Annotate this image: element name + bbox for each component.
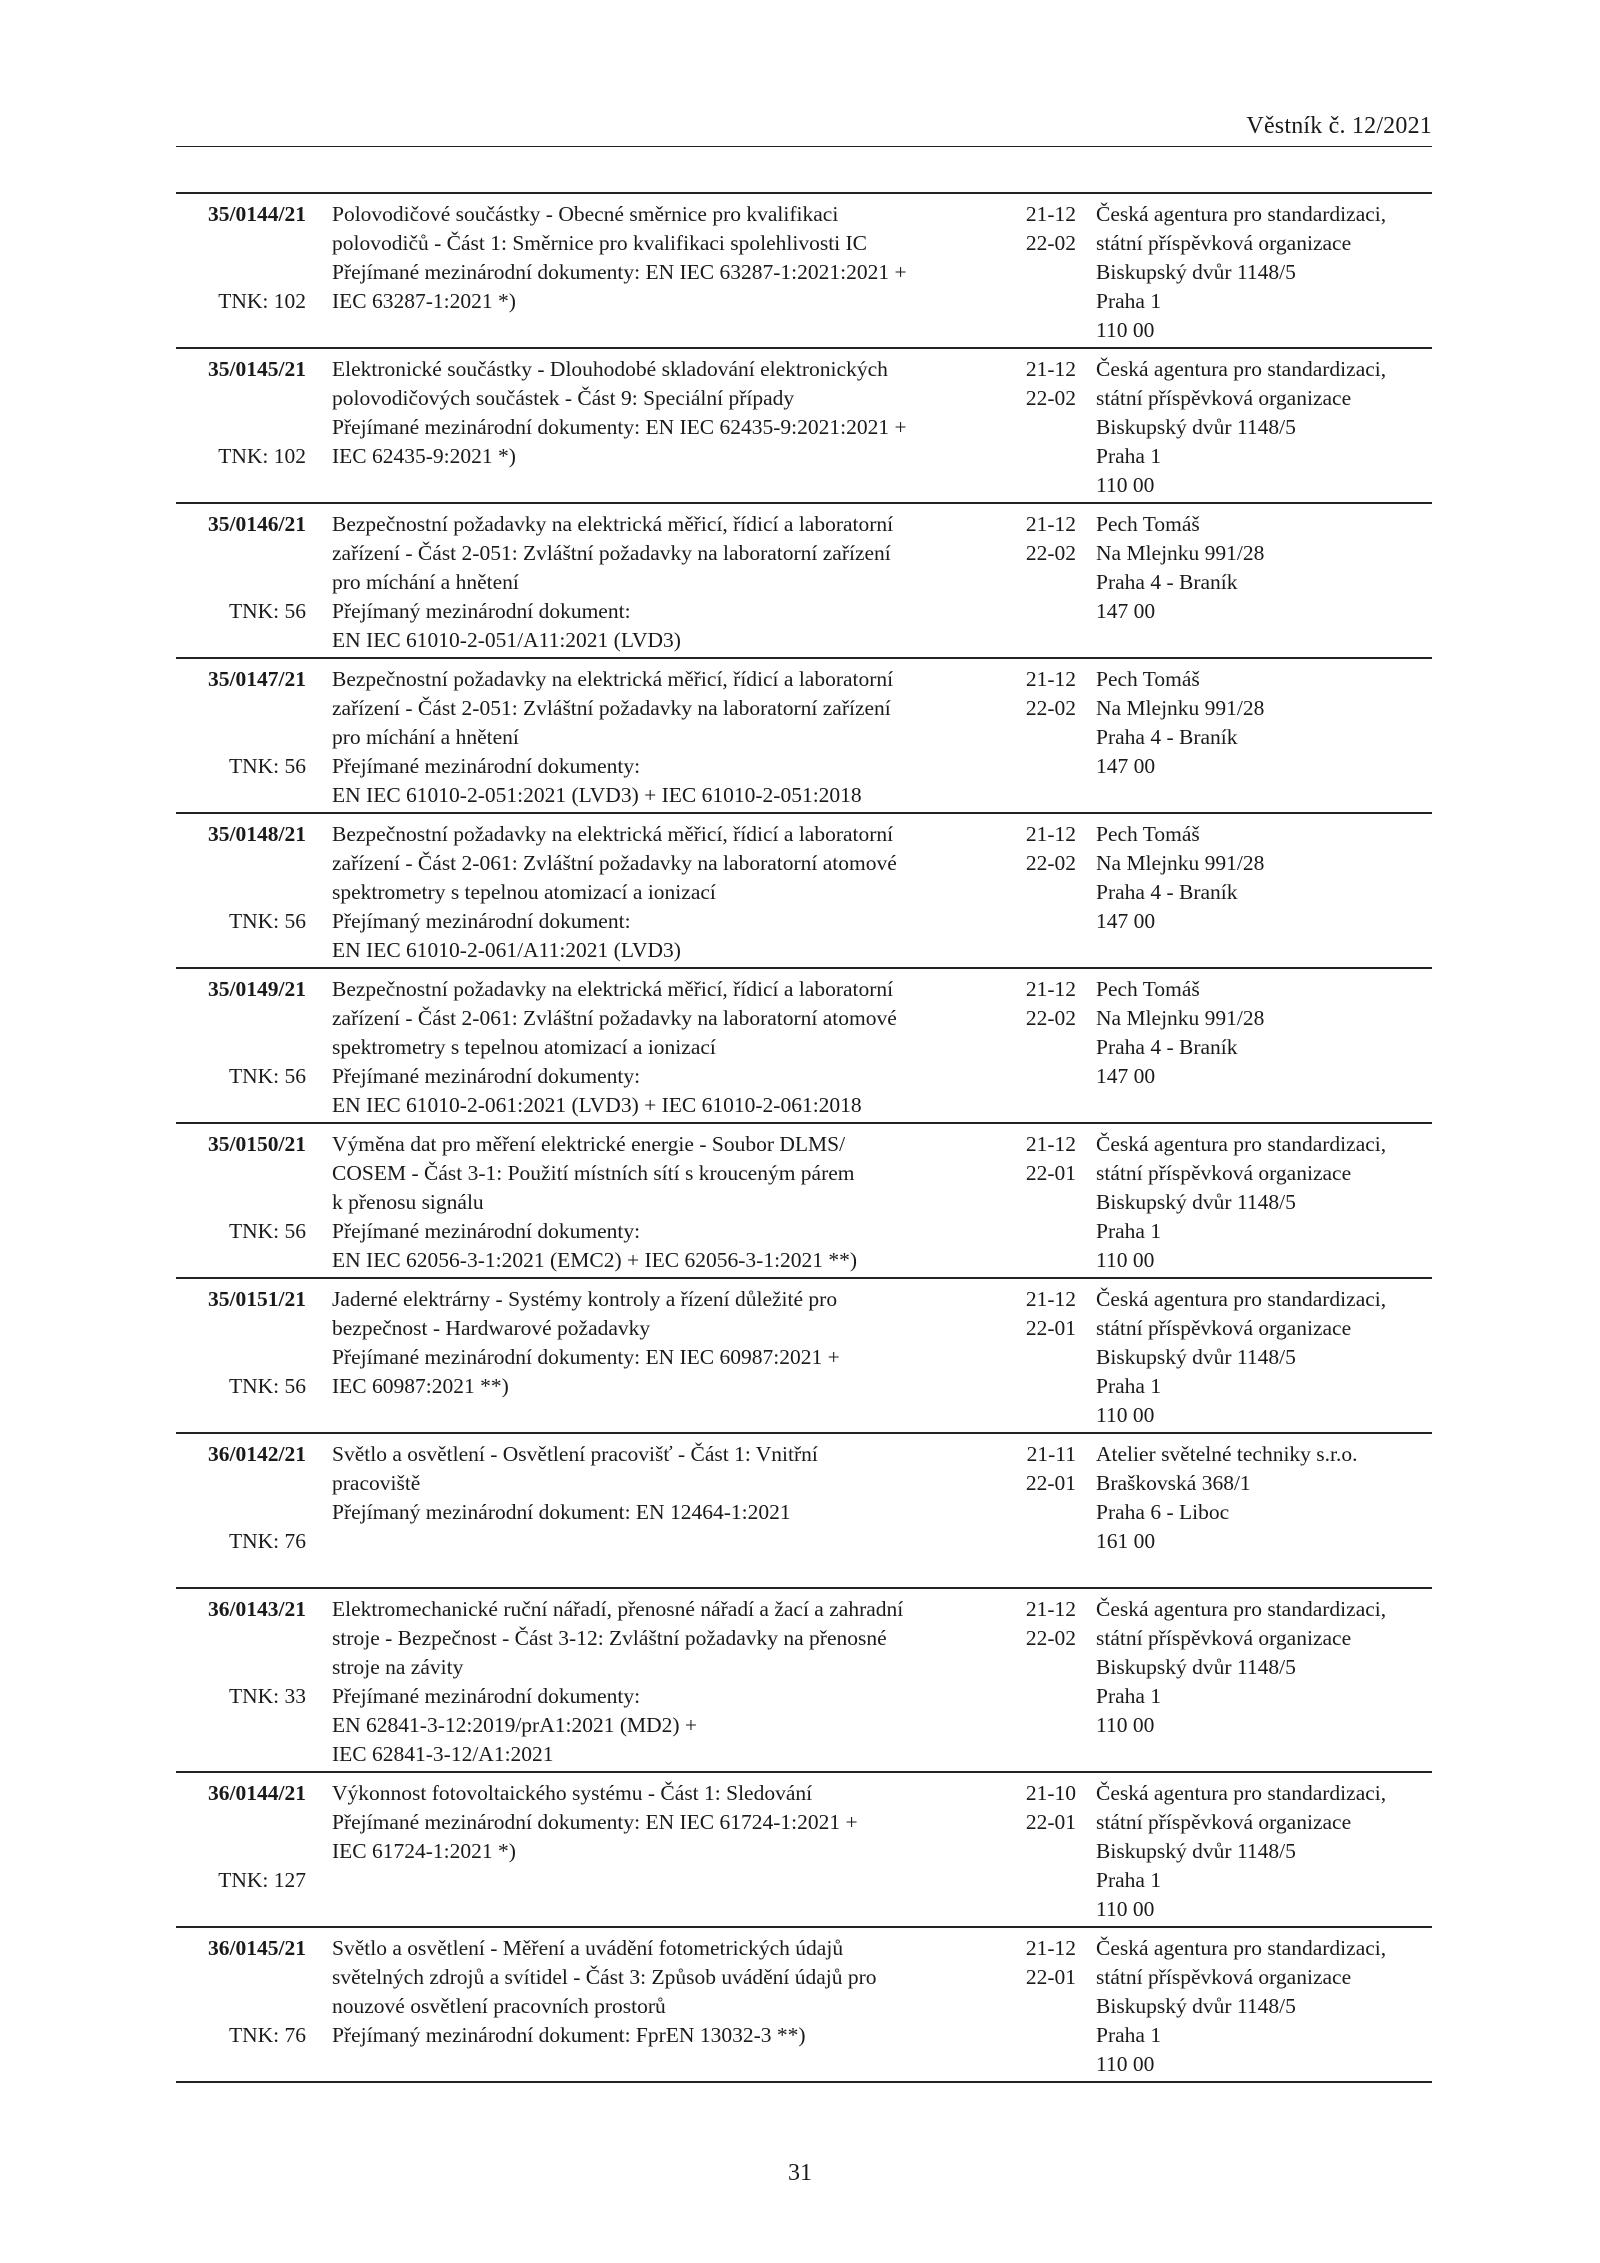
tnk-label: TNK: 56 — [228, 1374, 306, 1398]
entry-dates-cell — [1006, 1779, 1076, 1837]
title-line: Elektronické součástky - Dlouhodobé skladování elektronických — [332, 357, 888, 381]
entry-address-cell — [1096, 820, 1436, 936]
address-line: 110 00 — [1096, 1403, 1155, 1427]
address-line: Praha 1 — [1096, 1219, 1162, 1243]
address-line: Pech Tomáš — [1096, 977, 1200, 1001]
title-line: Polovodičové součástky - Obecné směrnice pro kvalifikaci — [332, 202, 839, 226]
entry-id-cell — [176, 200, 306, 345]
date-value: 22-02 — [1025, 851, 1076, 875]
entry-title-cell — [332, 1595, 1032, 1769]
address-line: Biskupský dvůr 1148/5 — [1096, 1655, 1296, 1679]
address-line: Pech Tomáš — [1096, 667, 1200, 691]
table-row — [176, 1589, 1432, 1773]
tnk-label: TNK: 56 — [228, 909, 306, 933]
entry-id-cell — [176, 975, 306, 1120]
title-line: bezpečnost - Hardwarové požadavky — [332, 1316, 651, 1340]
date-value: 22-01 — [1025, 1161, 1076, 1185]
entry-id-cell — [176, 1285, 306, 1430]
date-value: 21-12 — [1025, 822, 1076, 846]
date-value: 21-12 — [1025, 357, 1076, 381]
table-row — [176, 349, 1432, 504]
entry-address-cell — [1096, 975, 1436, 1091]
entry-id: 35/0151/21 — [208, 1287, 306, 1311]
address-line: Biskupský dvůr 1148/5 — [1096, 1190, 1296, 1214]
title-line: Elektromechanické ruční nářadí, přenosné nářadí a žací a zahradní — [332, 1597, 904, 1621]
title-line: světelných zdrojů a svítidel - Část 3: Způsob uvádění údajů pro — [332, 1965, 877, 1989]
title-line: polovodičů - Část 1: Směrnice pro kvalifikaci spolehlivosti IC — [332, 231, 868, 255]
address-line: Praha 4 - Braník — [1096, 1035, 1238, 1059]
address-line: 110 00 — [1096, 1713, 1155, 1737]
address-line: Česká agentura pro standardizaci, — [1096, 357, 1387, 381]
address-line: Česká agentura pro standardizaci, — [1096, 1132, 1387, 1156]
table-row — [176, 1773, 1432, 1928]
entry-id-cell — [176, 1779, 306, 1924]
title-line: IEC 60987:2021 **) — [332, 1374, 509, 1398]
address-line: Praha 1 — [1096, 1374, 1162, 1398]
entry-title-cell — [332, 200, 1032, 316]
entry-address-cell — [1096, 1440, 1436, 1556]
tnk-label: TNK: 56 — [228, 1064, 306, 1088]
entry-id: 36/0142/21 — [208, 1442, 306, 1466]
date-value: 22-01 — [1025, 1965, 1076, 1989]
title-line: EN IEC 61010-2-051:2021 (LVD3) + IEC 61010-2-051:2018 — [332, 783, 862, 807]
entry-id: 35/0148/21 — [208, 822, 306, 846]
entry-id: 35/0146/21 — [208, 512, 306, 536]
title-line: polovodičových součástek - Část 9: Speciální případy — [332, 386, 795, 410]
entry-dates-cell — [1006, 820, 1076, 878]
title-line: COSEM - Část 3-1: Použití místních sítí s krouceným párem — [332, 1161, 855, 1185]
entry-id: 35/0149/21 — [208, 977, 306, 1001]
title-line: IEC 62435-9:2021 *) — [332, 444, 516, 468]
title-line: pracoviště — [332, 1471, 421, 1495]
entry-id-cell — [176, 510, 306, 655]
address-line: Atelier světelné techniky s.r.o. — [1096, 1442, 1358, 1466]
date-value: 22-02 — [1025, 231, 1076, 255]
tnk-label: TNK: 76 — [228, 1529, 306, 1553]
tnk-label: TNK: 56 — [228, 754, 306, 778]
entry-id-cell — [176, 1440, 306, 1585]
title-line: Přejímané mezinárodní dokumenty: — [332, 754, 641, 778]
address-line: Pech Tomáš — [1096, 822, 1200, 846]
title-line: Bezpečnostní požadavky na elektrická měřicí, řídicí a laboratorní — [332, 822, 894, 846]
address-line: Praha 6 - Liboc — [1096, 1500, 1230, 1524]
title-line: Přejímaný mezinárodní dokument: FprEN 13032-3 **) — [332, 2023, 806, 2047]
entry-id-cell — [176, 355, 306, 500]
tnk-label: TNK: 56 — [228, 1219, 306, 1243]
tnk-label: TNK: 76 — [228, 2023, 306, 2047]
address-line: 147 00 — [1096, 909, 1156, 933]
address-line: státní příspěvková organizace — [1096, 1810, 1352, 1834]
entry-address-cell — [1096, 200, 1436, 345]
address-line: Praha 1 — [1096, 289, 1162, 313]
title-line: zařízení - Část 2-051: Zvláštní požadavky na laboratorní zařízení — [332, 541, 891, 565]
standards-table — [176, 192, 1432, 2083]
entry-title-cell — [332, 510, 1032, 655]
address-line: 147 00 — [1096, 1064, 1156, 1088]
entry-address-cell — [1096, 1285, 1436, 1430]
address-line: 147 00 — [1096, 754, 1156, 778]
entry-address-cell — [1096, 510, 1436, 626]
address-line: Pech Tomáš — [1096, 512, 1200, 536]
title-line: nouzové osvětlení pracovních prostorů — [332, 1994, 666, 2018]
date-value: 21-12 — [1025, 1936, 1076, 1960]
address-line: státní příspěvková organizace — [1096, 231, 1352, 255]
date-value: 21-12 — [1025, 512, 1076, 536]
entry-title-cell — [332, 665, 1032, 810]
date-value: 22-01 — [1025, 1471, 1076, 1495]
title-line: Přejímaný mezinárodní dokument: — [332, 599, 631, 623]
table-row — [176, 814, 1432, 969]
date-value: 22-02 — [1025, 1626, 1076, 1650]
title-line: spektrometry s tepelnou atomizací a ionizací — [332, 1035, 716, 1059]
page-header — [176, 112, 1432, 147]
entry-id: 35/0145/21 — [208, 357, 306, 381]
title-line: Přejímané mezinárodní dokumenty: EN IEC 61724-1:2021 + — [332, 1810, 858, 1834]
address-line: státní příspěvková organizace — [1096, 386, 1352, 410]
entry-address-cell — [1096, 1934, 1436, 2079]
address-line: Česká agentura pro standardizaci, — [1096, 1287, 1387, 1311]
address-line: 161 00 — [1096, 1529, 1156, 1553]
address-line: Česká agentura pro standardizaci, — [1096, 1936, 1387, 1960]
entry-dates-cell — [1006, 665, 1076, 723]
address-line: Biskupský dvůr 1148/5 — [1096, 260, 1296, 284]
date-value: 22-01 — [1025, 1810, 1076, 1834]
entry-title-cell — [332, 1934, 1032, 2050]
date-value: 22-02 — [1025, 386, 1076, 410]
table-row — [176, 659, 1432, 814]
title-line: spektrometry s tepelnou atomizací a ionizací — [332, 880, 716, 904]
entry-address-cell — [1096, 1130, 1436, 1275]
title-line: stroje na závity — [332, 1655, 464, 1679]
address-line: Na Mlejnku 991/28 — [1096, 1006, 1265, 1030]
table-row — [176, 1124, 1432, 1279]
entry-title-cell — [332, 1285, 1032, 1401]
entry-address-cell — [1096, 355, 1436, 500]
title-line: Přejímané mezinárodní dokumenty: — [332, 1219, 641, 1243]
address-line: státní příspěvková organizace — [1096, 1626, 1352, 1650]
title-line: Přejímaný mezinárodní dokument: — [332, 909, 631, 933]
entry-id: 36/0144/21 — [208, 1781, 306, 1805]
table-row — [176, 1928, 1432, 2083]
address-line: Biskupský dvůr 1148/5 — [1096, 1839, 1296, 1863]
title-line: Výkonnost fotovoltaického systému - Část 1: Sledování — [332, 1781, 813, 1805]
entry-dates-cell — [1006, 1440, 1076, 1498]
tnk-label: TNK: 127 — [218, 1868, 306, 1892]
title-line: pro míchání a hnětení — [332, 570, 519, 594]
page-number: 31 — [788, 2160, 812, 2186]
entry-id: 36/0145/21 — [208, 1936, 306, 1960]
date-value: 21-10 — [1025, 1781, 1076, 1805]
entry-id: 36/0143/21 — [208, 1597, 306, 1621]
date-value: 21-12 — [1025, 667, 1076, 691]
table-row — [176, 504, 1432, 659]
address-line: Česká agentura pro standardizaci, — [1096, 202, 1387, 226]
entry-id: 35/0147/21 — [208, 667, 306, 691]
entry-title-cell — [332, 975, 1032, 1120]
title-line: zařízení - Část 2-051: Zvláštní požadavky na laboratorní zařízení — [332, 696, 891, 720]
title-line: stroje - Bezpečnost - Část 3-12: Zvláštní požadavky na přenosné — [332, 1626, 887, 1650]
entry-dates-cell — [1006, 1130, 1076, 1188]
entry-id-cell — [176, 1595, 306, 1769]
address-line: Na Mlejnku 991/28 — [1096, 696, 1265, 720]
entry-id-cell — [176, 665, 306, 810]
title-line: Bezpečnostní požadavky na elektrická měřicí, řídicí a laboratorní — [332, 512, 894, 536]
title-line: EN IEC 61010-2-051/A11:2021 (LVD3) — [332, 628, 681, 652]
entry-id: 35/0150/21 — [208, 1132, 306, 1156]
entry-address-cell — [1096, 1779, 1436, 1924]
date-value: 22-01 — [1025, 1316, 1076, 1340]
title-line: EN IEC 61010-2-061/A11:2021 (LVD3) — [332, 938, 681, 962]
title-line: Přejímané mezinárodní dokumenty: EN IEC 63287-1:2021:2021 + — [332, 260, 907, 284]
title-line: EN IEC 61010-2-061:2021 (LVD3) + IEC 61010-2-061:2018 — [332, 1093, 862, 1117]
entry-id: 35/0144/21 — [208, 202, 306, 226]
address-line: Praha 4 - Braník — [1096, 570, 1238, 594]
address-line: Praha 1 — [1096, 1684, 1162, 1708]
date-value: 22-02 — [1025, 1006, 1076, 1030]
title-line: Přejímané mezinárodní dokumenty: EN IEC 60987:2021 + — [332, 1345, 840, 1369]
entry-title-cell — [332, 355, 1032, 471]
title-line: Přejímaný mezinárodní dokument: EN 12464-1:2021 — [332, 1500, 791, 1524]
title-line: zařízení - Část 2-061: Zvláštní požadavky na laboratorní atomové — [332, 851, 897, 875]
address-line: státní příspěvková organizace — [1096, 1161, 1352, 1185]
table-row — [176, 1434, 1432, 1589]
title-line: Jaderné elektrárny - Systémy kontroly a řízení důležité pro — [332, 1287, 838, 1311]
address-line: 110 00 — [1096, 473, 1155, 497]
title-line: zařízení - Část 2-061: Zvláštní požadavky na laboratorní atomové — [332, 1006, 897, 1030]
address-line: 110 00 — [1096, 2052, 1155, 2076]
date-value: 21-12 — [1025, 1132, 1076, 1156]
tnk-label: TNK: 56 — [228, 599, 306, 623]
address-line: Na Mlejnku 991/28 — [1096, 851, 1265, 875]
address-line: Na Mlejnku 991/28 — [1096, 541, 1265, 565]
address-line: Česká agentura pro standardizaci, — [1096, 1597, 1387, 1621]
title-line: Přejímané mezinárodní dokumenty: EN IEC 62435-9:2021:2021 + — [332, 415, 907, 439]
date-value: 21-12 — [1025, 202, 1076, 226]
entry-dates-cell — [1006, 510, 1076, 568]
entry-id-cell — [176, 820, 306, 965]
address-line: Biskupský dvůr 1148/5 — [1096, 1994, 1296, 2018]
date-value: 22-02 — [1025, 541, 1076, 565]
address-line: Biskupský dvůr 1148/5 — [1096, 415, 1296, 439]
entry-id-cell — [176, 1934, 306, 2079]
header-title: Věstník č. 12/2021 — [1246, 113, 1432, 139]
address-line: Česká agentura pro standardizaci, — [1096, 1781, 1387, 1805]
date-value: 21-12 — [1025, 1287, 1076, 1311]
address-line: Praha 1 — [1096, 2023, 1162, 2047]
entry-dates-cell — [1006, 1595, 1076, 1653]
title-line: Přejímané mezinárodní dokumenty: — [332, 1684, 641, 1708]
title-line: IEC 61724-1:2021 *) — [332, 1839, 516, 1863]
entry-dates-cell — [1006, 1285, 1076, 1343]
date-value: 21-12 — [1025, 1597, 1076, 1621]
entry-address-cell — [1096, 1595, 1436, 1740]
address-line: 110 00 — [1096, 318, 1155, 342]
title-line: EN 62841-3-12:2019/prA1:2021 (MD2) + — [332, 1713, 698, 1737]
title-line: Výměna dat pro měření elektrické energie - Soubor DLMS/ — [332, 1132, 846, 1156]
table-row — [176, 969, 1432, 1124]
title-line: IEC 63287-1:2021 *) — [332, 289, 516, 313]
title-line: Bezpečnostní požadavky na elektrická měřicí, řídicí a laboratorní — [332, 977, 894, 1001]
address-line: Praha 1 — [1096, 1868, 1162, 1892]
entry-title-cell — [332, 1779, 1032, 1866]
address-line: Braškovská 368/1 — [1096, 1471, 1251, 1495]
address-line: 110 00 — [1096, 1248, 1155, 1272]
address-line: státní příspěvková organizace — [1096, 1965, 1352, 1989]
table-row — [176, 1279, 1432, 1434]
title-line: Světlo a osvětlení - Osvětlení pracovišť - Část 1: Vnitřní — [332, 1442, 818, 1466]
title-line: Bezpečnostní požadavky na elektrická měřicí, řídicí a laboratorní — [332, 667, 894, 691]
entry-dates-cell — [1006, 355, 1076, 413]
date-value: 22-02 — [1025, 696, 1076, 720]
date-value: 21-12 — [1025, 977, 1076, 1001]
entry-title-cell — [332, 820, 1032, 965]
address-line: 147 00 — [1096, 599, 1156, 623]
entry-title-cell — [332, 1130, 1032, 1275]
address-line: státní příspěvková organizace — [1096, 1316, 1352, 1340]
entry-id-cell — [176, 1130, 306, 1275]
address-line: 110 00 — [1096, 1897, 1155, 1921]
address-line: Praha 4 - Braník — [1096, 725, 1238, 749]
entry-dates-cell — [1006, 975, 1076, 1033]
address-line: Praha 1 — [1096, 444, 1162, 468]
title-line: IEC 62841-3-12/A1:2021 — [332, 1742, 554, 1766]
date-value: 21-11 — [1026, 1442, 1076, 1466]
entry-title-cell — [332, 1440, 1032, 1527]
title-line: Přejímané mezinárodní dokumenty: — [332, 1064, 641, 1088]
address-line: Biskupský dvůr 1148/5 — [1096, 1345, 1296, 1369]
title-line: EN IEC 62056-3-1:2021 (EMC2) + IEC 62056-3-1:2021 **) — [332, 1248, 858, 1272]
table-row — [176, 194, 1432, 349]
tnk-label: TNK: 102 — [218, 289, 306, 313]
entry-dates-cell — [1006, 200, 1076, 258]
tnk-label: TNK: 33 — [228, 1684, 306, 1708]
title-line: k přenosu signálu — [332, 1190, 484, 1214]
tnk-label: TNK: 102 — [218, 444, 306, 468]
title-line: Světlo a osvětlení - Měření a uvádění fotometrických údajů — [332, 1936, 844, 1960]
entry-address-cell — [1096, 665, 1436, 781]
title-line: pro míchání a hnětení — [332, 725, 519, 749]
entry-dates-cell — [1006, 1934, 1076, 1992]
address-line: Praha 4 - Braník — [1096, 880, 1238, 904]
